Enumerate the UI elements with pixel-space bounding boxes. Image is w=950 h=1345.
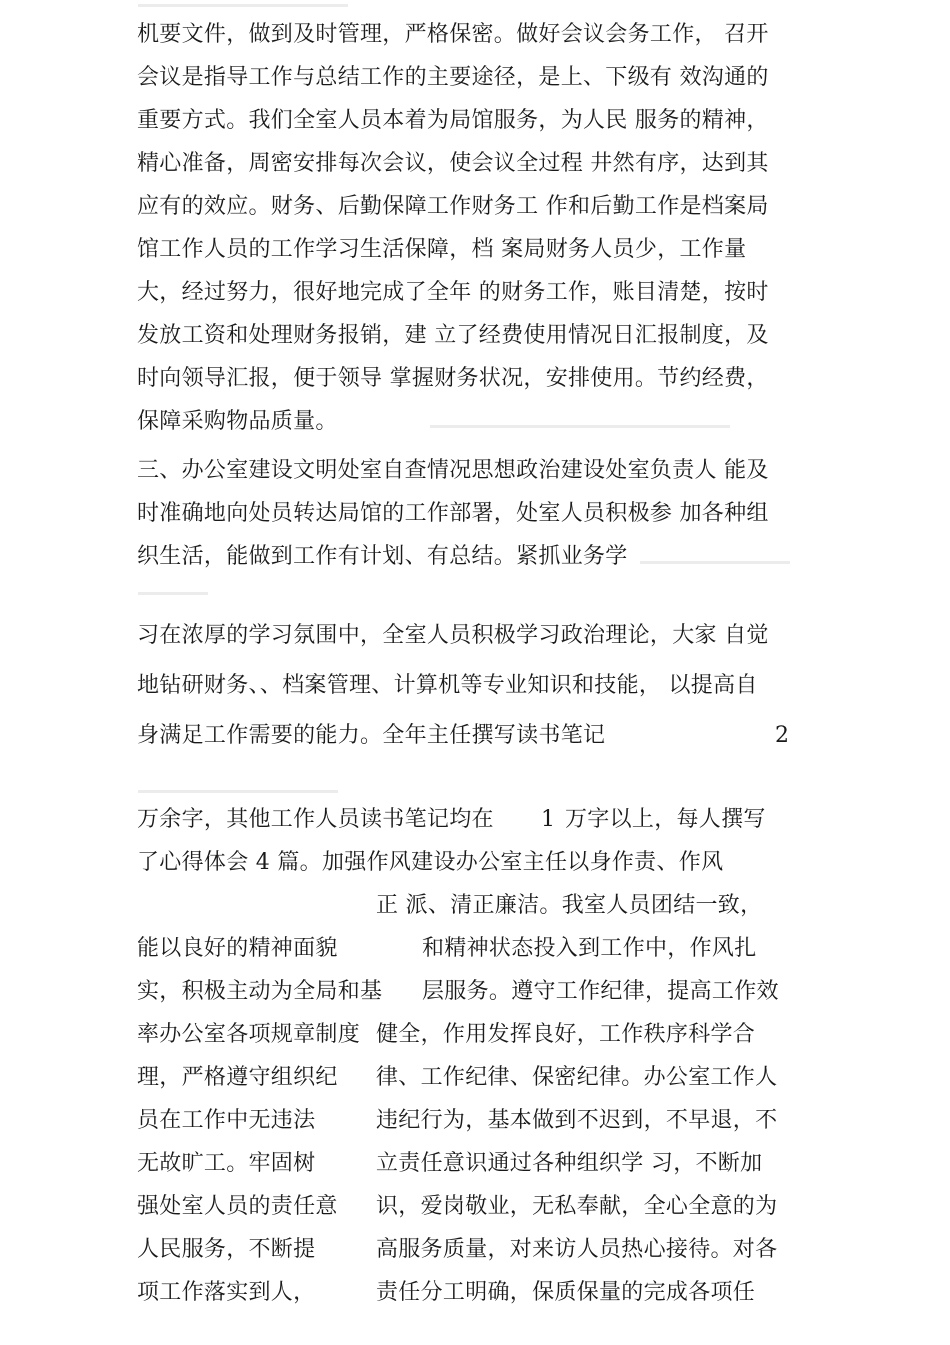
text-line: 发放工资和处理财务报销，建 立了经费使用情况日汇报制度，及 <box>137 323 769 348</box>
text-line: 了心得体会 4 篇。加强作风建设办公室主任以身作责、作风 <box>137 850 724 875</box>
text-line: 责任分工明确，保质保量的完成各项任 <box>376 1280 756 1305</box>
text-line: 万字以上，每人撰写 <box>565 807 766 832</box>
text-line: 习在浓厚的学习氛围中，全室人员积极学习政治理论，大家 自觉 <box>137 623 769 648</box>
faint-separator-mark <box>138 790 338 793</box>
text-line: 会议是指导工作与总结工作的主要途径，是上、下级有 效沟通的 <box>137 65 769 90</box>
text-line: 地钻研财务、、档案管理、计算机等专业知识和技能， 以提高自 <box>137 673 758 698</box>
text-line: 织生活，能做到工作有计划、有总结。紧抓业务学 <box>137 544 628 569</box>
text-line: 员在工作中无违法 <box>137 1108 316 1133</box>
text-line: 精心准备，周密安排每次会议，使会议全过程 井然有序，达到其 <box>137 151 769 176</box>
text-line: 机要文件，做到及时管理，严格保密。做好会议会务工作， 召开 <box>137 22 769 47</box>
text-line: 万余字，其他工作人员读书笔记均在 <box>137 807 494 832</box>
text-line: 重要方式。我们全室人员本着为局馆服务，为人民 服务的精神， <box>137 108 769 133</box>
text-line: 违纪行为，基本做到不迟到，不早退，不 <box>376 1108 778 1133</box>
text-line: 高服务质量，对来访人员热心接待。对各 <box>376 1237 778 1262</box>
faint-header-mark <box>138 4 348 7</box>
text-line: 馆工作人员的工作学习生活保障，档 案局财务人员少，工作量 <box>137 237 747 262</box>
text-line: 率办公室各项规章制度 <box>137 1022 361 1047</box>
text-line: 理，严格遵守组织纪 <box>137 1065 338 1090</box>
text-line: 和精神状态投入到工作中，作风扎 <box>422 936 757 961</box>
text-line: 应有的效应。财务、后勤保障工作财务工 作和后勤工作是档案局 <box>137 194 769 219</box>
text-line: 大，经过努力，很好地完成了全年 的财务工作，账目清楚，按时 <box>137 280 769 305</box>
text-line: 立责任意识通过各种组织学 习，不断加 <box>376 1151 763 1176</box>
text-line: 层服务。遵守工作纪律，提高工作效 <box>422 979 779 1004</box>
text-line: 强处室人员的责任意 <box>137 1194 338 1219</box>
text-line: 三、办公室建设文明处室自查情况思想政治建设处室负责人 能及 <box>137 458 769 483</box>
text-line: 健全，作用发挥良好，工作秩序科学合 <box>376 1022 756 1047</box>
text-line: 能以良好的精神面貌 <box>137 936 338 961</box>
text-line: 识，爱岗敬业，无私奉献，全心全意的为 <box>376 1194 778 1219</box>
faint-separator-mark <box>640 561 790 564</box>
text-line-number: 1 <box>541 807 556 832</box>
text-line: 保障采购物品质量。 <box>137 409 338 434</box>
text-line: 时准确地向处员转达局馆的工作部署，处室人员积极参 加各种组 <box>137 501 769 526</box>
text-line: 无故旷工。牢固树 <box>137 1151 316 1176</box>
text-line: 时向领导汇报，便于领导 掌握财务状况，安排使用。节约经费， <box>137 366 769 391</box>
text-line: 正 派、清正廉洁。我室人员团结一致， <box>376 893 763 918</box>
faint-separator-mark <box>430 425 730 428</box>
text-line: 身满足工作需要的能力。全年主任撰写读书笔记 <box>137 723 606 748</box>
text-line: 人民服务，不断提 <box>137 1237 316 1262</box>
text-line: 项工作落实到人， <box>137 1280 316 1305</box>
text-line: 律、工作纪律、保密纪律。办公室工作人 <box>376 1065 778 1090</box>
text-line: 实，积极主动为全局和基 <box>137 979 383 1004</box>
faint-separator-mark <box>138 592 208 595</box>
text-line-number: 2 <box>775 723 790 748</box>
